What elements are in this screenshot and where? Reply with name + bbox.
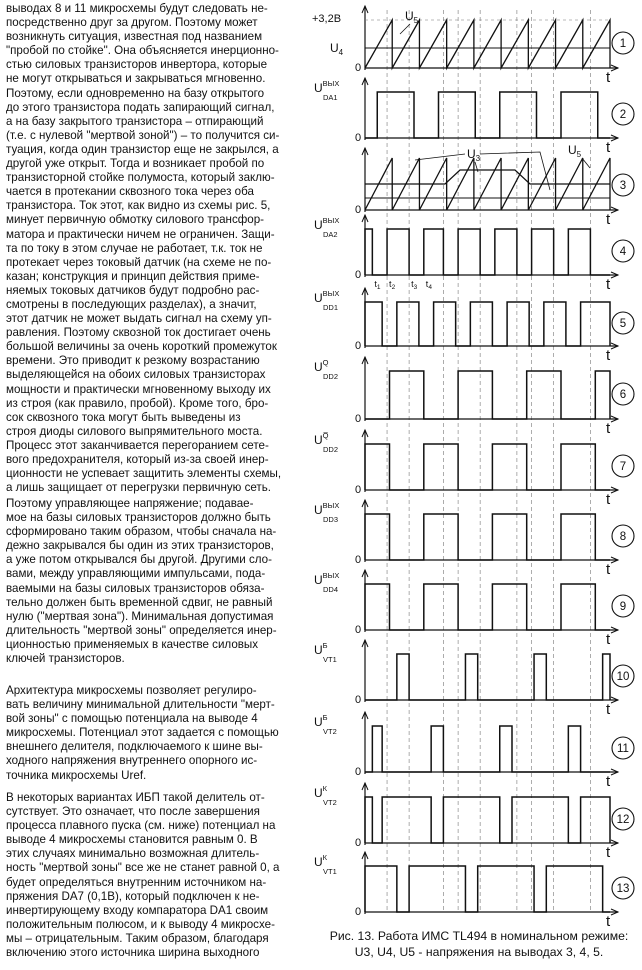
- text-line: чается в протекании сквозного тока через оба: [6, 185, 254, 199]
- plot-number: 5: [619, 318, 627, 330]
- text-line: смотрены в последующих разделах), а значит,: [6, 297, 257, 311]
- text-line: длительность "мертвой зоны" определяется инер-: [6, 623, 277, 637]
- u5-label: [405, 9, 419, 25]
- signal-label-sup: ВЫХ: [322, 571, 340, 580]
- signal-label-main: U: [314, 218, 323, 232]
- x-axis-label: t: [606, 491, 611, 508]
- time-mark-sub: 3: [413, 284, 418, 291]
- signal-label-sup: ВЫХ: [322, 216, 340, 225]
- zero-label: 0: [355, 766, 362, 778]
- text-line: строя диоды силового выпрямительного моста.: [6, 424, 263, 438]
- text-line: Архитектура микросхемы позволяет регулиро-: [6, 684, 257, 697]
- zero-label: 0: [355, 132, 362, 144]
- signal-label-sub: DD1: [323, 303, 339, 312]
- text-line: мощности и практически мгновенному выходу их: [6, 382, 271, 396]
- u4-main: U: [330, 41, 339, 55]
- text-line: нулю ("мертвая зона"). Минимальная допустимая: [6, 609, 274, 623]
- x-axis-label: t: [606, 631, 611, 648]
- plot-number: 2: [619, 109, 627, 121]
- text-line: сутствует. Это означает, что после завершения: [6, 805, 260, 819]
- text-line: вой зоны" с помощью потенциала на выводе 4: [6, 712, 258, 726]
- paragraph-3: [6, 684, 306, 783]
- signal-label-sub: DA2: [323, 230, 338, 239]
- signal-label-main: U: [314, 786, 323, 800]
- signal-label-sup: ВЫХ: [322, 289, 340, 298]
- u3-label: [467, 147, 481, 163]
- text-line: включению этого источника ширина выходного: [6, 946, 260, 960]
- time-mark-sub: 1: [376, 284, 381, 291]
- u5-sub: 5: [413, 16, 419, 25]
- plot-number: 12: [616, 814, 630, 826]
- zero-label: 0: [355, 413, 362, 425]
- signal-label-main: U: [314, 291, 323, 305]
- x-axis-label: t: [606, 211, 611, 228]
- text-line: ключей транзисторов.: [6, 652, 125, 666]
- waveform: [365, 371, 610, 419]
- waveform: [365, 726, 610, 772]
- paragraph-2: [6, 497, 306, 666]
- text-line: та по току в этом случае не работает, т.к. ток не: [6, 241, 263, 255]
- plot-6: [314, 357, 634, 437]
- text-line: этих случаях минимально возможная длитель-: [6, 847, 260, 861]
- waveform: [365, 866, 610, 912]
- plot-number: 1: [619, 38, 627, 50]
- u5-label: [568, 143, 582, 159]
- x-axis-label: t: [606, 347, 611, 364]
- text-line: а лишь защищает от перегрузки первичную сеть.: [6, 481, 272, 495]
- text-line: ционностью применяемых в качестве силовых: [6, 637, 259, 651]
- zero-label: 0: [355, 554, 362, 566]
- time-mark-main: t: [411, 279, 414, 289]
- x-axis-label: t: [606, 561, 611, 578]
- text-line: вами, между управляющими импульсами, пода-: [6, 567, 266, 581]
- signal-label-sup: Б: [322, 713, 328, 722]
- text-line: положительным полюсом, и к выводу 4 микросхе-: [6, 917, 275, 931]
- text-line: внешнего делителя, подключаемого к шине вы-: [6, 740, 263, 754]
- text-line: а уже потом открывался бы другой. Другими сло-: [6, 553, 272, 567]
- signal-label-sub: DD4: [323, 585, 339, 594]
- text-line: тельно должен быть временной сдвиг, не равный: [6, 595, 273, 609]
- plot-number: 8: [619, 531, 627, 543]
- text-line: точника микросхемы Uref.: [6, 768, 147, 782]
- waveform: [365, 654, 610, 700]
- text-line: стью силовых транзисторов инвертора, которые: [6, 58, 268, 72]
- plot-1: [312, 6, 634, 86]
- plot-number: 10: [616, 671, 630, 683]
- signal-label-sup: К: [322, 853, 328, 862]
- signal-label-main: U: [314, 433, 323, 447]
- signal-label-main: U: [314, 503, 323, 517]
- signal-label-sub: DA1: [323, 93, 338, 102]
- signal-label-main: U: [314, 715, 323, 729]
- plot-13: [314, 852, 634, 930]
- x-axis-label: t: [606, 844, 611, 861]
- signal-label-sub: DD3: [323, 515, 339, 524]
- u5-pointer: [400, 24, 410, 34]
- timing-diagram-figure: [310, 0, 642, 930]
- signal-label-sub: VT2: [323, 798, 337, 807]
- zero-label: 0: [355, 624, 362, 636]
- text-line: большой величины за очень короткий промежуток: [6, 340, 277, 354]
- waveform: [365, 797, 610, 843]
- plot-4: [314, 215, 634, 293]
- waveform: [365, 229, 610, 275]
- plot-7: [314, 430, 634, 508]
- text-line: ходного напряжения внутреннего опорного ис-: [6, 754, 258, 768]
- signal-label-main: U: [314, 573, 323, 587]
- u3-main: U: [467, 147, 476, 161]
- text-line: мое на базы силовых транзисторов должно быть: [6, 511, 271, 525]
- caption-line-1: Рис. 13. Работа ИМС TL494 в номинальном режиме:: [329, 929, 629, 943]
- zero-label: 0: [355, 484, 362, 496]
- text-line: ность "мертвой зоны" все же не станет равной 0, а: [6, 861, 280, 875]
- signal-label-main: U: [314, 855, 323, 869]
- u4-label: [330, 41, 344, 57]
- time-mark-t3: [411, 279, 418, 291]
- text-line: из строя (как правило, пробой). Кроме того, бро-: [6, 396, 269, 410]
- u3-sub: 3: [475, 154, 481, 163]
- signal-label-sub: DD2: [323, 445, 339, 454]
- signal-label-sub: VT1: [323, 867, 337, 876]
- plot-number: 3: [619, 180, 627, 192]
- waveform: [365, 444, 610, 490]
- figure-caption: [318, 928, 640, 960]
- plot-9: [314, 570, 634, 648]
- plot-number: 4: [619, 246, 627, 258]
- zero-label: 0: [355, 269, 362, 281]
- plot-number: 7: [619, 461, 627, 473]
- signal-label-sup: Q: [322, 358, 329, 367]
- plot-number: 13: [616, 883, 630, 895]
- text-line: протекает через токовый датчик (на схеме не по-: [6, 255, 272, 269]
- zero-label: 0: [355, 340, 362, 352]
- text-line: ваемыми на базы силовых транзисторов обяза-: [6, 581, 265, 595]
- text-line: вать величину минимальной длительности "мерт-: [6, 698, 275, 712]
- signal-label-sup: ВЫХ: [322, 79, 340, 88]
- text-line: сформировано таким образом, чтобы сначала на-: [6, 525, 277, 539]
- time-mark-main: t: [374, 279, 377, 289]
- signal-label-sup: К: [322, 784, 328, 793]
- x-axis-label: t: [606, 701, 611, 718]
- waveform: [365, 302, 610, 346]
- text-line: (т.е. с нулевой "мертвой зоной") – то получится си-: [6, 128, 280, 142]
- u5-main: U: [405, 9, 414, 23]
- zero-label: 0: [355, 62, 362, 74]
- text-line: выводах 8 и 11 микросхемы будут следовать не-: [6, 2, 268, 15]
- signal-label-sub: DD2: [323, 372, 339, 381]
- caption-line-2: U3, U4, U5 - напряжения на выводах 3, 4, 5.: [354, 945, 604, 959]
- text-line: выделяющейся на обоих силовых транзисторах: [6, 368, 266, 382]
- level-label: +3,2В: [312, 13, 342, 25]
- text-line: ционности не успевает защитить элементы схемы,: [6, 467, 282, 481]
- plot-8: [314, 500, 634, 578]
- text-line: посредственно друг за другом. Поэтому может: [6, 16, 258, 30]
- text-line: "пробой по стойке". Она объясняется инерционно-: [6, 44, 279, 58]
- article-text-column: [6, 2, 306, 968]
- plot-number: 11: [617, 743, 629, 755]
- u5-sub: 5: [576, 150, 582, 159]
- zero-label: 0: [355, 906, 362, 918]
- signal-label-sup: ВЫХ: [322, 501, 340, 510]
- text-line: возникнуть ситуация, известная под названием: [6, 30, 263, 44]
- waveform: [365, 92, 610, 138]
- text-line: будет определяться внутренним источником на-: [6, 875, 267, 889]
- plot-number: 9: [619, 601, 627, 613]
- text-line: мы – отрицательным. Таким образом, благодаря: [6, 931, 269, 945]
- u5-main: U: [568, 143, 577, 157]
- signal-label-main: U: [314, 643, 323, 657]
- text-line: вого предохранителя, который из-за своей инер-: [6, 453, 269, 466]
- time-mark-t4: [426, 279, 433, 291]
- x-axis-label: t: [606, 69, 611, 86]
- text-line: сок сквозного тока могут быть выведены из: [6, 410, 241, 424]
- plot-number: 6: [619, 389, 627, 401]
- signal-label-main: U: [314, 81, 323, 95]
- text-line: не могут открываться и закрываться мгновенно.: [6, 72, 266, 86]
- text-line: матора и практически ничем не ограничен. Защи-: [6, 227, 275, 241]
- plot-11: [314, 712, 634, 790]
- text-line: дежно закрывался бы один из этих транзисторов,: [6, 539, 274, 553]
- time-mark-main: t: [425, 279, 429, 289]
- x-axis-label: t: [606, 276, 611, 293]
- x-axis-label: t: [606, 913, 611, 930]
- text-line: Процесс этот заканчивается перегоранием сете-: [6, 438, 269, 452]
- u4-sub: 4: [338, 48, 344, 57]
- zero-label: 0: [355, 694, 362, 706]
- text-line: до этого транзистора подать запирающий сигнал,: [6, 100, 275, 114]
- plot-2: [314, 78, 634, 156]
- text-line: а на базу закрытого транзистора – отпирающий: [6, 114, 264, 128]
- text-line: минует первичную обмотку силового трансфор-: [6, 213, 265, 227]
- signal-label-sup: Q̅: [322, 431, 329, 440]
- signal-label-sub: VT2: [323, 727, 337, 736]
- text-line: другой уже открыт. Тогда и возникает пробой по: [6, 157, 265, 171]
- plot-10: [314, 640, 634, 718]
- signal-label-sub: VT1: [323, 655, 337, 664]
- time-mark-sub: 4: [428, 284, 432, 291]
- text-line: транзисторной стойке полумоста, который заклю-: [6, 171, 275, 185]
- sawtooth-waveform: [365, 20, 610, 68]
- text-line: этот датчик не может выдать сигнал на схему уп-: [6, 312, 272, 326]
- text-line: Поэтому, если одновременно на базу открытого: [6, 86, 265, 100]
- text-line: Поэтому управляющее напряжение; подавае-: [6, 497, 254, 510]
- text-line: В некоторых вариантах ИБП такой делитель от-: [6, 791, 265, 804]
- plot-5: [314, 288, 634, 364]
- paragraph-1: [6, 2, 306, 495]
- time-mark-sub: 2: [391, 284, 396, 291]
- zero-label: 0: [355, 204, 362, 216]
- plot-3: [355, 143, 634, 228]
- time-mark-t2: [389, 279, 396, 291]
- waveform: [365, 584, 610, 630]
- paragraph-4: [6, 791, 306, 960]
- text-line: микросхемы. Потенциал этот задается с помощью: [6, 726, 279, 740]
- text-line: пряжения DA7 (0,1В), который подключен к не-: [6, 889, 260, 903]
- text-line: выводе 4 микросхемы становится равным 0. В: [6, 833, 258, 847]
- text-line: транзистора. Ток этот, как видно из схемы рис. 5,: [6, 199, 271, 213]
- text-line: казан; конструкция и принцип действия приме-: [6, 269, 260, 283]
- x-axis-label: t: [606, 420, 611, 437]
- x-axis-label: t: [606, 139, 611, 156]
- text-line: процесса плавного пуска (см. ниже) потенциал на: [6, 819, 276, 833]
- waveform: [365, 514, 610, 560]
- x-axis-label: t: [606, 773, 611, 790]
- text-line: равления. Поэтому сквозной ток достигает очень: [6, 326, 271, 340]
- zero-label: 0: [355, 837, 362, 849]
- text-line: няемых токовых датчиков будут подробно рас-: [6, 283, 260, 297]
- signal-label-main: U: [314, 360, 323, 374]
- text-line: туация, когда один транзистор еще не закрылся, а: [6, 142, 279, 156]
- signal-label-sup: Б: [322, 641, 328, 650]
- time-mark-t1: [374, 279, 381, 291]
- plot-12: [314, 783, 634, 861]
- text-line: инвертирующему входу компаратора DA1 своим: [6, 903, 269, 917]
- time-mark-main: t: [389, 279, 392, 289]
- text-line: времени. Это приводит к резкому возрастанию: [6, 354, 260, 368]
